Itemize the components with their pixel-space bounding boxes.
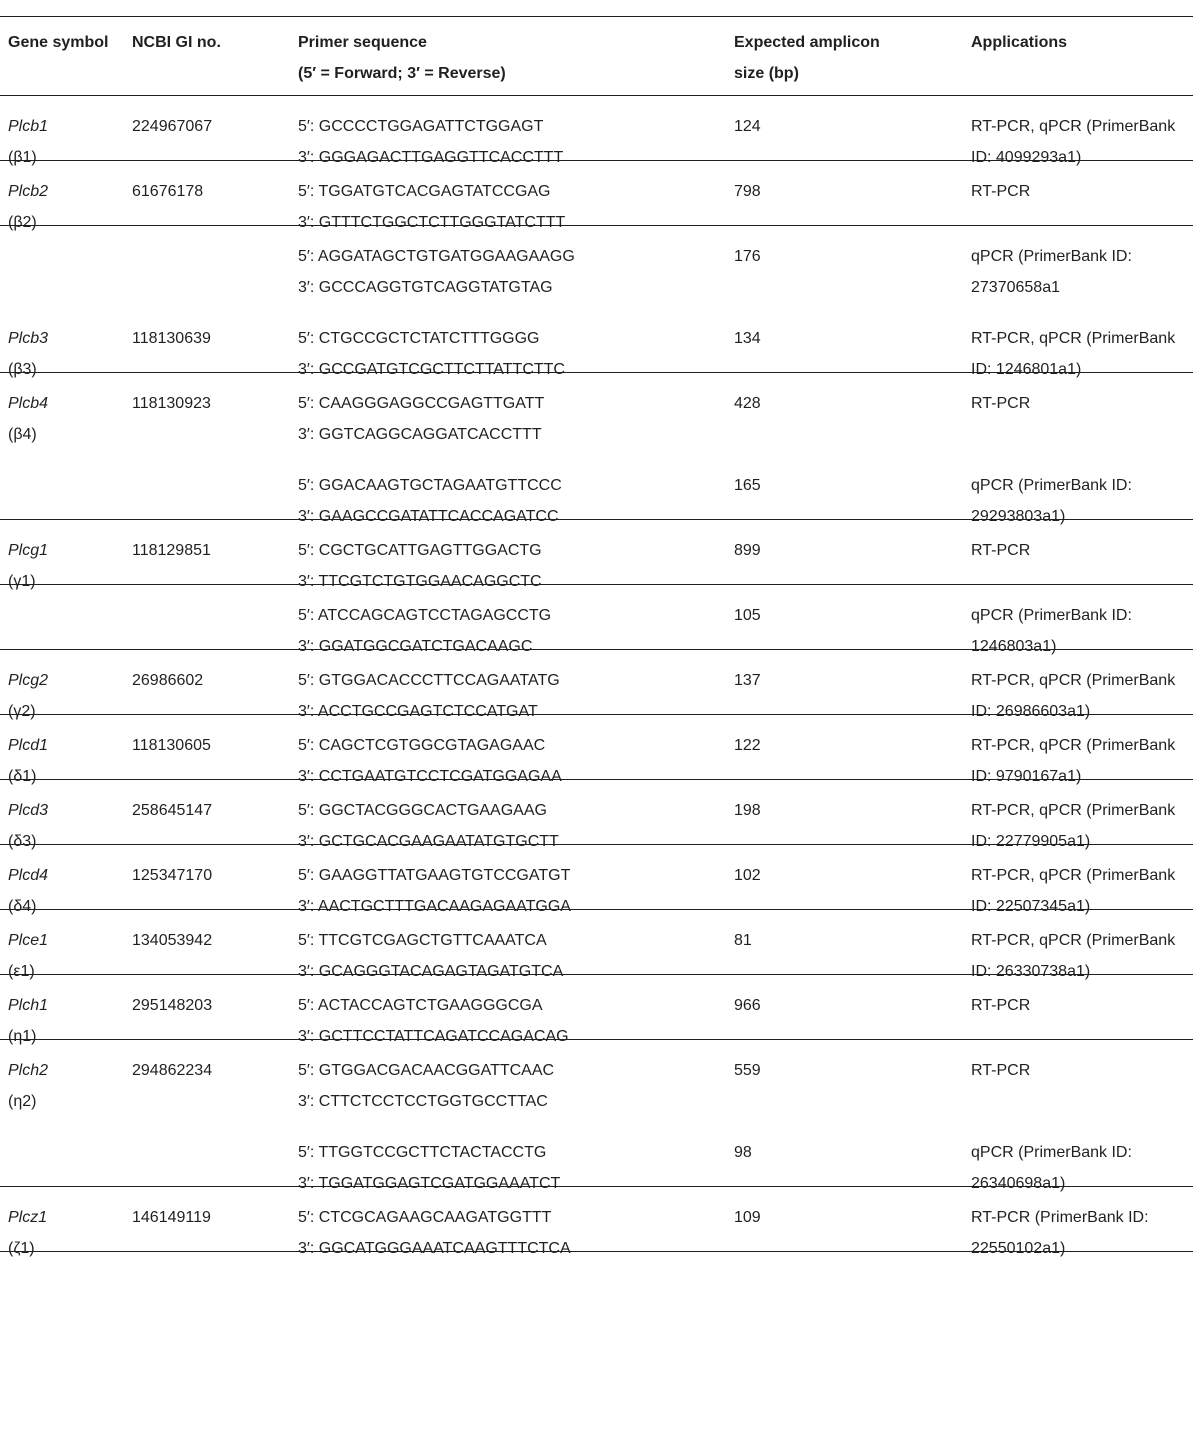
gene-isoform: (δ4) (8, 898, 37, 915)
application-line: qPCR (PrimerBank ID: (971, 1144, 1132, 1161)
forward-primer: 5′: GAAGGTTATGAAGTGTCCGATGT (298, 867, 571, 884)
table-row-group (0, 520, 1193, 590)
ncbi-gi-cell (132, 730, 211, 761)
reverse-primer: 3′: GGGAGACTTGAGGTTCACCTTT (298, 149, 564, 166)
application-line: qPCR (PrimerBank ID: (971, 607, 1132, 624)
ncbi-gi-cell (132, 925, 212, 956)
gene-isoform: (γ1) (8, 573, 36, 590)
table-row (0, 226, 1193, 296)
table-row-group (0, 845, 1193, 915)
reverse-primer: 3′: GCTTCCTATTCAGATCCAGACAG (298, 1028, 569, 1045)
amplicon-size-cell (734, 1137, 752, 1168)
reverse-primer: 3′: GCCCAGGTGTCAGGTATGTAG (298, 279, 553, 296)
ncbi-gi-cell (132, 665, 203, 696)
ncbi-gi-number: 146149119 (132, 1209, 211, 1226)
reverse-primer: 3′: GCTGCACGAAGAATATGTGCTT (298, 833, 559, 850)
application-line (971, 1086, 1030, 1117)
amplicon-size: 899 (734, 542, 761, 559)
application-line: 26340698a1) (971, 1175, 1066, 1192)
gene-isoform: (η2) (8, 1093, 37, 1110)
applications-cell (971, 241, 1132, 303)
amplicon-size: 137 (734, 672, 761, 689)
ncbi-gi-cell (132, 388, 211, 419)
amplicon-size-cell (734, 176, 761, 207)
amplicon-size: 165 (734, 477, 761, 494)
amplicon-size: 81 (734, 932, 752, 949)
gene-symbol: Plcb3 (8, 330, 49, 347)
application-line: ID: 26330738a1) (971, 963, 1091, 980)
header-applications: Applications (971, 34, 1068, 51)
forward-primer: 5′: ACTACCAGTCTGAAGGGCGA (298, 997, 543, 1014)
table-row (0, 975, 1193, 1045)
reverse-primer: 3′: ACCTGCCGAGTCTCCATGAT (298, 703, 538, 720)
forward-primer: 5′: GTGGACACCCTTCCAGAATATG (298, 672, 560, 689)
ncbi-gi-cell (132, 323, 211, 354)
amplicon-size-cell (734, 860, 761, 891)
gene-isoform: (β2) (8, 214, 37, 231)
header-primer-sequence: Primer sequence (298, 34, 427, 51)
table-row-group (0, 975, 1193, 1045)
amplicon-size-cell (734, 730, 761, 761)
forward-primer: 5′: TTGGTCCGCTTCTACTACCTG (298, 1144, 547, 1161)
ncbi-gi-cell (132, 176, 203, 207)
application-line: RT-PCR, qPCR (PrimerBank (971, 737, 1176, 754)
ncbi-gi-cell (132, 111, 212, 142)
reverse-primer: 3′: TGGATGGAGTCGATGGAAATCT (298, 1175, 561, 1192)
table-row-group (0, 650, 1193, 720)
amplicon-size-cell (734, 111, 761, 142)
primer-sequence-cell (298, 241, 575, 303)
amplicon-size-cell (734, 1055, 761, 1086)
application-line: 27370658a1 (971, 279, 1060, 296)
table-row-group (0, 1040, 1193, 1192)
ncbi-gi-number: 26986602 (132, 672, 204, 689)
amplicon-size: 105 (734, 607, 761, 624)
application-line: ID: 22779905a1) (971, 833, 1091, 850)
primer-sequence-cell (298, 388, 544, 450)
gene-symbol-cell (8, 388, 48, 450)
application-line: RT-PCR (971, 183, 1031, 200)
gene-isoform: (γ2) (8, 703, 36, 720)
gene-symbol: Plcb1 (8, 118, 49, 135)
application-line: RT-PCR (971, 1062, 1031, 1079)
reverse-primer: 3′: GGTCAGGCAGGATCACCTTT (298, 426, 542, 443)
amplicon-size: 124 (734, 118, 761, 135)
amplicon-size-cell (734, 470, 761, 501)
forward-primer: 5′: GCCCCTGGAGATTCTGGAGT (298, 118, 544, 135)
table-row (0, 1040, 1193, 1110)
gene-symbol: Plcd4 (8, 867, 49, 884)
reverse-primer: 3′: GGATGGCGATCTGACAAGC (298, 638, 533, 655)
forward-primer: 5′: GGACAAGTGCTAGAATGTTCCC (298, 477, 562, 494)
ncbi-gi-number: 118130605 (132, 737, 211, 754)
amplicon-size-cell (734, 795, 761, 826)
amplicon-size: 966 (734, 997, 761, 1014)
application-line: RT-PCR, qPCR (PrimerBank (971, 118, 1176, 135)
forward-primer: 5′: TTCGTCGAGCTGTTCAAATCA (298, 932, 547, 949)
amplicon-size: 559 (734, 1062, 761, 1079)
application-line: RT-PCR, qPCR (PrimerBank (971, 672, 1176, 689)
header-ncbi-gi: NCBI GI no. (132, 34, 221, 51)
gene-symbol: Plce1 (8, 932, 49, 949)
table-row-group (0, 1187, 1193, 1257)
table-row-group (0, 910, 1193, 980)
reverse-primer: 3′: GGCATGGGAAATCAAGTTTCTCA (298, 1240, 571, 1257)
forward-primer: 5′: CAGCTCGTGGCGTAGAGAAC (298, 737, 546, 754)
forward-primer: 5′: CAAGGGAGGCCGAGTTGATT (298, 395, 545, 412)
amplicon-size-cell (734, 241, 761, 272)
application-line: RT-PCR (PrimerBank ID: (971, 1209, 1149, 1226)
table-header (0, 17, 1193, 96)
ncbi-gi-cell (132, 990, 212, 1021)
gene-symbol: Plch1 (8, 997, 49, 1014)
gene-symbol-cell (8, 1055, 48, 1117)
gene-symbol: Plcd3 (8, 802, 49, 819)
gene-isoform: (β1) (8, 149, 37, 166)
amplicon-size-cell (734, 1202, 761, 1233)
forward-primer: 5′: CGCTGCATTGAGTTGGACTG (298, 542, 542, 559)
header-primer-sequence-note: (5′ = Forward; 3′ = Reverse) (298, 65, 506, 82)
application-line: 1246803a1) (971, 638, 1057, 655)
gene-isoform: (ε1) (8, 963, 35, 980)
forward-primer: 5′: GTGGACGACAACGGATTCAAC (298, 1062, 555, 1079)
gene-symbol: Plcg2 (8, 672, 49, 689)
table-row (0, 845, 1193, 915)
header-amplicon-size: Expected amplicon (734, 34, 880, 51)
gene-symbol: Plcb2 (8, 183, 49, 200)
application-line: RT-PCR, qPCR (PrimerBank (971, 867, 1176, 884)
ncbi-gi-number: 118129851 (132, 542, 211, 559)
application-line: qPCR (PrimerBank ID: (971, 248, 1132, 265)
table-row (0, 1187, 1193, 1257)
table-row (0, 910, 1193, 980)
applications-cell (971, 1202, 1149, 1264)
table-row-group (0, 226, 1193, 378)
table-row (0, 585, 1193, 655)
application-line: RT-PCR (971, 997, 1031, 1014)
application-line: RT-PCR (971, 395, 1031, 412)
reverse-primer: 3′: GCCGATGTCGCTTCTTATTCTTC (298, 361, 565, 378)
reverse-primer: 3′: CCTGAATGTCCTCGATGGAGAA (298, 768, 562, 785)
application-line: RT-PCR, qPCR (PrimerBank (971, 330, 1176, 347)
ncbi-gi-cell (132, 860, 212, 891)
ncbi-gi-number: 258645147 (132, 802, 213, 819)
applications-cell (971, 1055, 1030, 1117)
ncbi-gi-number: 118130639 (132, 330, 211, 347)
ncbi-gi-number: 294862234 (132, 1062, 213, 1079)
application-line: qPCR (PrimerBank ID: (971, 477, 1132, 494)
amplicon-size: 102 (734, 867, 761, 884)
forward-primer: 5′: GGCTACGGGCACTGAAGAAG (298, 802, 547, 819)
gene-isoform: (β4) (8, 426, 37, 443)
table-row (0, 161, 1193, 231)
amplicon-size-cell (734, 388, 761, 419)
ncbi-gi-number: 295148203 (132, 997, 213, 1014)
table-row (0, 650, 1193, 720)
gene-symbol: Plcb4 (8, 395, 49, 412)
gene-symbol-cell (8, 1202, 47, 1264)
application-line: 29293803a1) (971, 508, 1066, 525)
reverse-primer: 3′: GAAGCCGATATTCACCAGATCC (298, 508, 559, 525)
forward-primer: 5′: CTGCCGCTCTATCTTTGGGG (298, 330, 540, 347)
application-line: ID: 26986603a1) (971, 703, 1091, 720)
application-line: RT-PCR, qPCR (PrimerBank (971, 932, 1176, 949)
table-row (0, 455, 1193, 525)
table-row-group (0, 161, 1193, 231)
gene-isoform: (η1) (8, 1028, 37, 1045)
table-row (0, 715, 1193, 785)
ncbi-gi-cell (132, 1202, 211, 1233)
reverse-primer: 3′: CTTCTCCTCCTGGTGCCTTAC (298, 1093, 548, 1110)
gene-symbol: Plcg1 (8, 542, 49, 559)
application-line: ID: 1246801a1) (971, 361, 1082, 378)
amplicon-size-cell (734, 323, 761, 354)
application-line: 22550102a1) (971, 1240, 1066, 1257)
gene-isoform: (β3) (8, 361, 37, 378)
amplicon-size: 798 (734, 183, 761, 200)
table-row (0, 96, 1193, 166)
primer-sequence-cell (298, 1055, 554, 1117)
table-row-group (0, 373, 1193, 525)
reverse-primer: 3′: TTCGTCTGTGGAACAGGCTC (298, 573, 542, 590)
gene-symbol: Plcd1 (8, 737, 49, 754)
amplicon-size-cell (734, 925, 752, 956)
amplicon-size: 428 (734, 395, 761, 412)
application-line: RT-PCR, qPCR (PrimerBank (971, 802, 1176, 819)
ncbi-gi-number: 61676178 (132, 183, 204, 200)
application-line: RT-PCR (971, 542, 1031, 559)
amplicon-size-cell (734, 990, 761, 1021)
table-row (0, 520, 1193, 590)
header-amplicon-size-unit: size (bp) (734, 65, 799, 82)
gene-symbol: Plcz1 (8, 1209, 48, 1226)
amplicon-size: 198 (734, 802, 761, 819)
application-line: ID: 4099293a1) (971, 149, 1082, 166)
gene-isoform: (δ1) (8, 768, 37, 785)
header-gene-symbol: Gene symbol (8, 34, 109, 51)
table-row (0, 373, 1193, 443)
amplicon-size-cell (734, 600, 761, 631)
ncbi-gi-cell (132, 795, 212, 826)
forward-primer: 5′: AGGATAGCTGTGATGGAAGAAGG (298, 248, 575, 265)
amplicon-size: 134 (734, 330, 761, 347)
application-line (971, 419, 1030, 450)
table-row-group (0, 96, 1193, 166)
reverse-primer: 3′: GCAGGGTACAGAGTAGATGTCA (298, 963, 564, 980)
table-row-group (0, 780, 1193, 850)
primer-sequence-cell (298, 1202, 571, 1264)
reverse-primer: 3′: AACTGCTTTGACAAGAGAATGGA (298, 898, 571, 915)
table-row (0, 780, 1193, 850)
gene-symbol: Plch2 (8, 1062, 49, 1079)
table-row-group (0, 715, 1193, 785)
ncbi-gi-number: 224967067 (132, 118, 213, 135)
amplicon-size: 122 (734, 737, 761, 754)
ncbi-gi-cell (132, 1055, 212, 1086)
forward-primer: 5′: ATCCAGCAGTCCTAGAGCCTG (298, 607, 552, 624)
ncbi-gi-number: 134053942 (132, 932, 213, 949)
forward-primer: 5′: TGGATGTCACGAGTATCCGAG (298, 183, 551, 200)
table-row (0, 1122, 1193, 1192)
application-line: ID: 9790167a1) (971, 768, 1082, 785)
applications-cell (971, 388, 1030, 450)
gene-isoform: (δ3) (8, 833, 37, 850)
ncbi-gi-number: 118130923 (132, 395, 211, 412)
forward-primer: 5′: CTCGCAGAAGCAAGATGGTTT (298, 1209, 552, 1226)
amplicon-size: 109 (734, 1209, 761, 1226)
table-row-group (0, 585, 1193, 655)
amplicon-size-cell (734, 665, 761, 696)
amplicon-size-cell (734, 535, 761, 566)
reverse-primer: 3′: GTTTCTGGCTCTTGGGTATCTTT (298, 214, 566, 231)
ncbi-gi-number: 125347170 (132, 867, 213, 884)
amplicon-size: 98 (734, 1144, 752, 1161)
table-row (0, 308, 1193, 378)
amplicon-size: 176 (734, 248, 761, 265)
ncbi-gi-cell (132, 535, 211, 566)
application-line: ID: 22507345a1) (971, 898, 1091, 915)
gene-isoform: (ζ1) (8, 1240, 35, 1257)
